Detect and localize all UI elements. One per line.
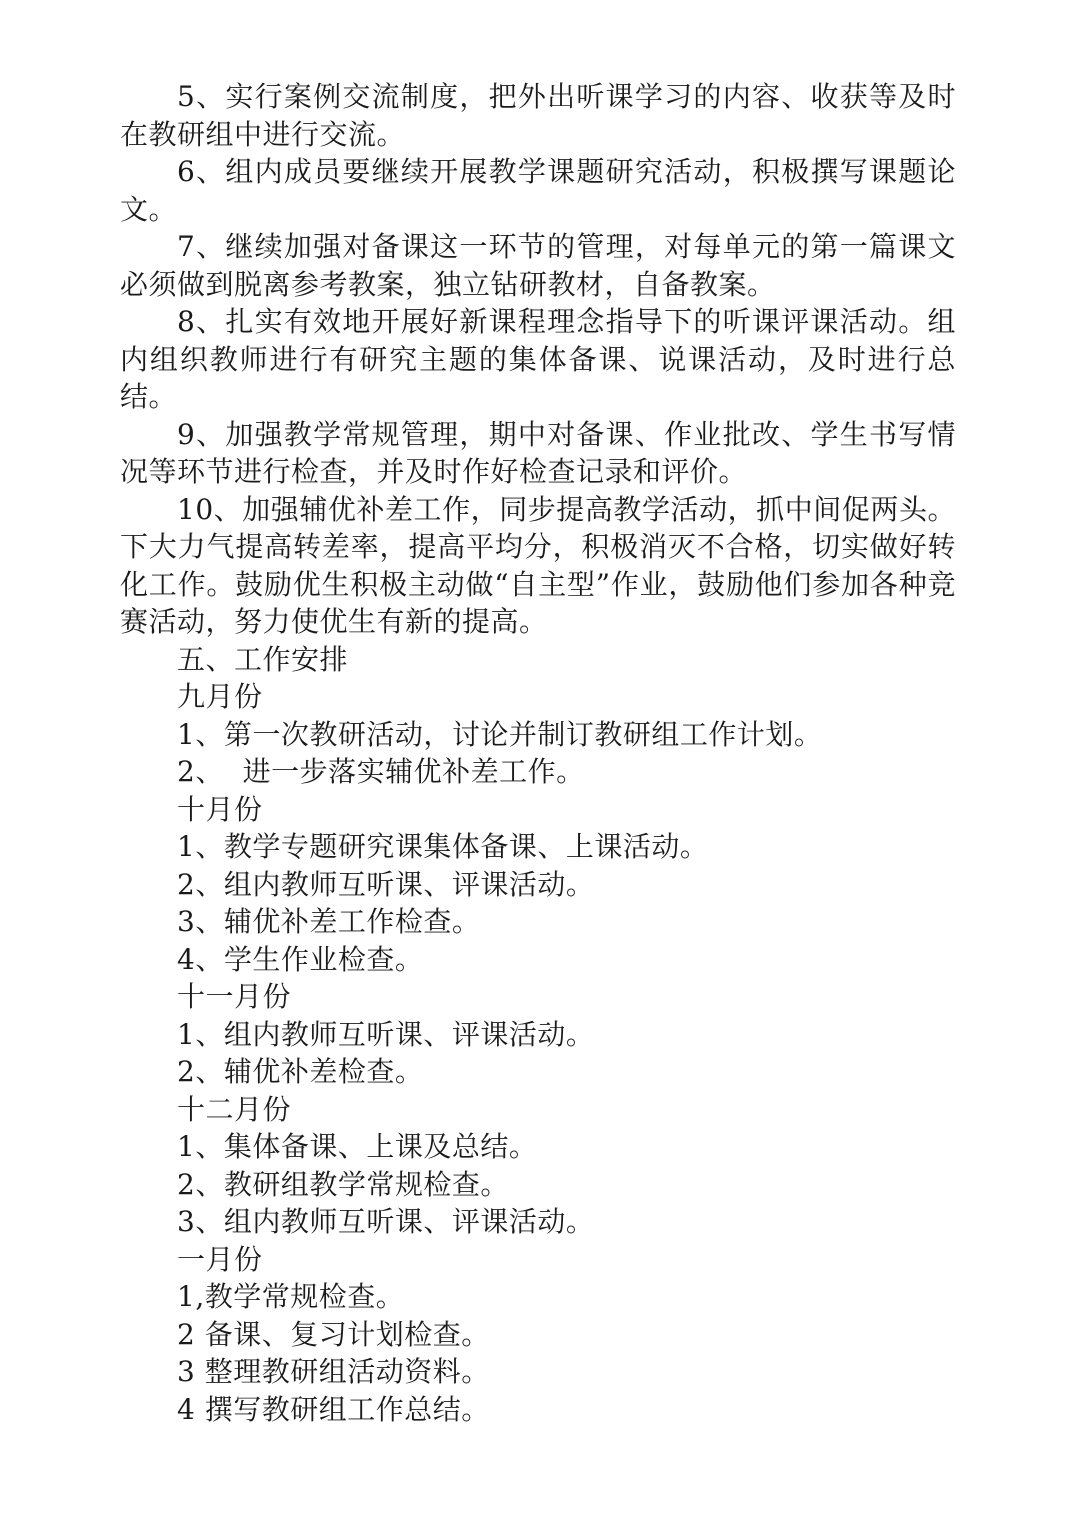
paragraph-item-6: 6、组内成员要继续开展教学课题研究活动，积极撰写课题论文。	[120, 155, 956, 226]
list-item: 1、第一次教研活动，讨论并制订教研组工作计划。	[177, 717, 823, 751]
month-title-sep: 九月份	[177, 680, 263, 713]
list-item: 3、组内教师互听课、评课活动。	[177, 1205, 595, 1238]
list-item: 1、教学专题研究课集体备课、上课活动。	[177, 830, 709, 863]
list-item: 2、 进一步落实辅优补差工作。	[177, 755, 585, 788]
list-item: 4 撰写教研组工作总结。	[177, 1392, 490, 1426]
list-item: 2、教研组教学常规检查。	[177, 1167, 509, 1201]
list-item: 1、集体备课、上课及总结。	[177, 1130, 538, 1163]
document-body	[120, 78, 956, 1428]
paragraph-item-7: 7、继续加强对备课这一环节的管理，对每单元的第一篇课文必须做到脱离参考教案，独立钻研教材，自备教案。	[120, 230, 956, 301]
month-title-jan: 一月份	[177, 1242, 263, 1276]
list-item: 1、组内教师互听课、评课活动。	[177, 1017, 595, 1051]
month-title-oct: 十月份	[177, 792, 263, 826]
paragraph-item-5: 5、实行案例交流制度，把外出听课学习的内容、收获等及时在教研组中进行交流。	[120, 80, 956, 151]
paragraph-item-8: 8、扎实有效地开展好新课程理念指导下的听课评课活动。组内组织教师进行有研究主题的集体备课、说课活动，及时进行总结。	[120, 305, 956, 413]
list-item: 3 整理教研组活动资料。	[177, 1355, 490, 1388]
list-item: 1,教学常规检查。	[177, 1280, 405, 1313]
list-item: 2、辅优补差检查。	[177, 1055, 424, 1088]
list-item: 2 备课、复习计划检查。	[177, 1317, 490, 1351]
paragraph-item-10: 10、加强辅优补差工作，同步提高教学活动，抓中间促两头。下大力气提高转差率，提高平均分，积极消灭不合格，切实做好转化工作。鼓励优生积极主动做“自主型”作业，鼓励他们参加各种竞赛活动，努力使优生有新的提高。	[120, 492, 956, 638]
section-heading: 五、工作安排	[177, 642, 349, 676]
month-title-nov: 十一月份	[177, 980, 292, 1013]
month-title-dec: 十二月份	[177, 1092, 292, 1126]
list-item: 4、学生作业检查。	[177, 942, 424, 976]
paragraph-item-9: 9、加强教学常规管理，期中对备课、作业批改、学生书写情况等环节进行检查，并及时作好检查记录和评价。	[120, 417, 956, 488]
list-item: 3、辅优补差工作检查。	[177, 905, 481, 938]
list-item: 2、组内教师互听课、评课活动。	[177, 867, 595, 901]
